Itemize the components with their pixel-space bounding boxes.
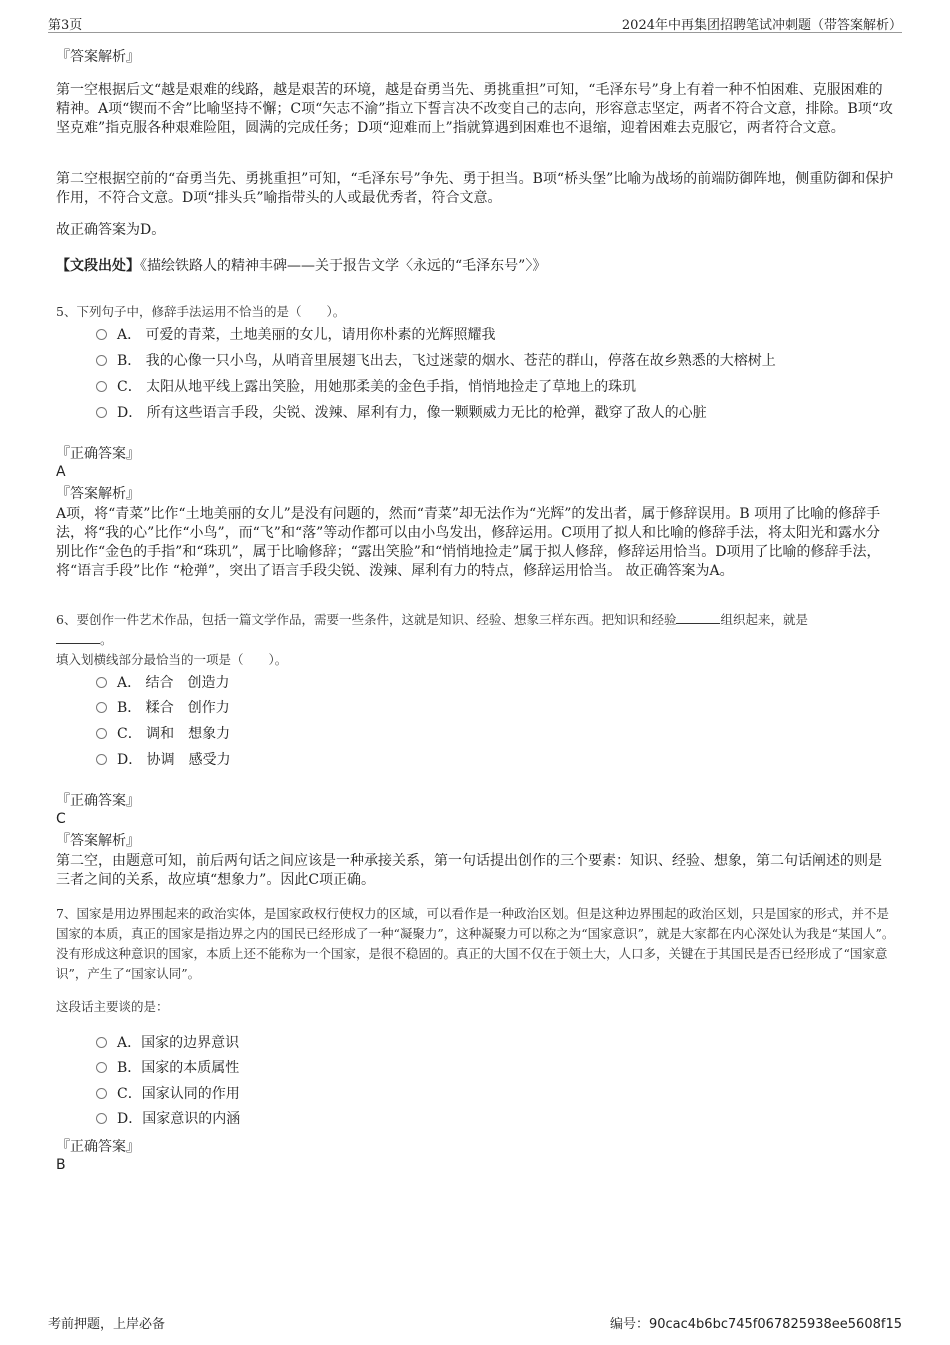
- q7-option-a[interactable]: A．国家的边界意识: [96, 1033, 239, 1053]
- page-header: [48, 12, 902, 33]
- q4-analysis-para2: 第二空根据空前的“奋勇当先、勇挑重担”可知，“毛泽东号”争先、勇于担当。B项“桥头堡”比喻为战场的前端防御阵地，侧重防御和保护作用，不符合文意。D项“排头兵”喻指带头的人或最优秀者，符合文意。: [56, 171, 894, 206]
- q7-question: 这段话主要谈的是：: [56, 999, 169, 1014]
- answer-blank: [676, 611, 720, 624]
- q6-correct-label: 『正确答案』: [56, 793, 140, 809]
- q5-answer: A: [56, 464, 66, 480]
- q7-answer: B: [56, 1157, 66, 1173]
- q7-correct-label: 『正确答案』: [56, 1139, 140, 1155]
- radio-icon[interactable]: [96, 1037, 107, 1048]
- q7-option-c[interactable]: C．国家认同的作用: [96, 1084, 240, 1104]
- radio-icon[interactable]: [96, 1062, 107, 1073]
- radio-icon[interactable]: [96, 702, 107, 713]
- radio-icon[interactable]: [96, 1113, 107, 1124]
- radio-icon[interactable]: [96, 381, 107, 392]
- page-number: 第3页: [48, 18, 83, 33]
- q6-instruction: 填入划横线部分最恰当的一项是（ ）。: [56, 652, 288, 667]
- radio-icon[interactable]: [96, 754, 107, 765]
- radio-icon[interactable]: [96, 728, 107, 739]
- q4-source: [56, 257, 894, 276]
- answer-blank: [56, 631, 100, 644]
- q5-analysis: A项，将“青菜”比作“土地美丽的女儿”是没有问题的，然而“青菜”却无法作为“光辉”的发出者，属于修辞误用。B 项用了比喻的修辞手法，将“我的心”比作“小鸟”，而“飞”和“落”等动作都可以由小鸟发出，修辞运用。C项用了拟人和比喻的修辞手法，将太阳光和露水分 别比作“金色的手指”和“珠玑”，属于比喻修辞；“露出笑脸”和“悄悄地捡走”属于拟人修辞，修辞运用恰当。D项用了比喻的修辞手法，将“语言手段”比作 “枪弹”，突出了语言手段尖锐、泼辣、犀利有力的特点，修辞运用恰当。 故正确答案为A。: [56, 506, 881, 579]
- radio-icon[interactable]: [96, 407, 107, 418]
- q6-option-a[interactable]: A． 结合 创造力: [96, 673, 230, 693]
- footer-code: 编号：90cac4b6bc745f067825938ee5608f15: [609, 1317, 902, 1332]
- q7-option-b[interactable]: B．国家的本质属性: [96, 1058, 239, 1078]
- q6-answer: C: [56, 811, 66, 827]
- q5-option-d[interactable]: D． 所有这些语言手段，尖锐、泼辣、犀利有力，像一颗颗威力无比的枪弹，戳穿了敌人的心脏: [96, 403, 707, 423]
- footer-motto: 考前押题，上岸必备: [48, 1317, 166, 1332]
- radio-icon[interactable]: [96, 355, 107, 366]
- radio-icon[interactable]: [96, 329, 107, 340]
- q5-option-a[interactable]: A． 可爱的青菜，土地美丽的女儿，请用你朴素的光辉照耀我: [96, 325, 496, 345]
- q6-option-b[interactable]: B． 糅合 创作力: [96, 698, 230, 718]
- q5-option-c[interactable]: C． 太阳从地平线上露出笑脸，用她那柔美的金色手指，悄悄地捡走了草地上的珠玑: [96, 377, 636, 397]
- q6-analysis: 第二空，由题意可知，前后两句话之间应该是一种承接关系，第一句话提出创作的三个要素：知识、经验、想象，第二句话阐述的则是三者之间的关系，故应填“想象力”。因此C项正确。: [56, 853, 882, 888]
- q6-stem: 6、要创作一件艺术作品，包括一篇文学作品，需要一些条件，这就是知识、经验、想象三样东西。把知识和经验 组织起来，就是 。: [56, 612, 808, 647]
- document-title: 2024年中再集团招聘笔试冲刺题（带答案解析）: [621, 18, 902, 33]
- q4-analysis-label: 『答案解析』: [56, 49, 140, 65]
- q5-stem: 5、下列句子中，修辞手法运用不恰当的是（ ）。: [56, 304, 346, 319]
- q5-option-b[interactable]: B． 我的心像一只小鸟，从哨音里展翅飞出去，飞过迷蒙的烟水、苍茫的群山，停落在故乡熟悉的大榕树上: [96, 351, 776, 371]
- radio-icon[interactable]: [96, 677, 107, 688]
- q6-analysis-label: 『答案解析』: [56, 833, 140, 849]
- radio-icon[interactable]: [96, 1088, 107, 1099]
- q7-option-d[interactable]: D．国家意识的内涵: [96, 1109, 240, 1129]
- q4-analysis-para1: 第一空根据后文“越是艰难的线路，越是艰苦的环境，越是奋勇当先、勇挑重担”可知，“毛泽东号”身上有着一种不怕困难、克服困难的精神。A项“锲而不舍”比喻坚持不懈；C项“矢志不渝”指立下誓言决不改变自己的志向，形容意志坚定，两者不符合文意，排除。B项“攻坚克难”指克服各种艰难险阻，圆满的完成任务；D项“迎难而上”指就算遇到困难也不退缩，迎着困难去克服它，两者符合文意。: [56, 82, 893, 136]
- q5-analysis-label: 『答案解析』: [56, 486, 140, 502]
- q5-correct-label: 『正确答案』: [56, 446, 140, 462]
- q6-option-c[interactable]: C． 调和 想象力: [96, 724, 230, 744]
- q4-analysis-conclusion: 故正确答案为D。: [56, 222, 166, 238]
- source-text: 《描绘铁路人的精神丰碑——关于报告文学〈永远的“毛泽东号”〉》: [140, 258, 547, 274]
- q7-stem: 7、国家是用边界围起来的政治实体，是国家政权行使权力的区域，可以看作是一种政治区划。但是这种边界围起的政治区划，只是国家的形式，并不是国家的本质，真正的国家是指边界之内的国民已经形成了一种“凝聚力”，这种凝聚力可以称之为“国家意识”，就是大家都在内心深处认为我是“某国人”。没有形成这种意识的国家，本质上还不能称为一个国家，是很不稳固的。真正的大国不仅在于领土大，人口多，关键在于其国民是否已经形成了“国家意识”，产生了“国家认同”。: [56, 906, 895, 981]
- q6-option-d[interactable]: D． 协调 感受力: [96, 750, 231, 770]
- source-label: 【文段出处】: [56, 258, 140, 274]
